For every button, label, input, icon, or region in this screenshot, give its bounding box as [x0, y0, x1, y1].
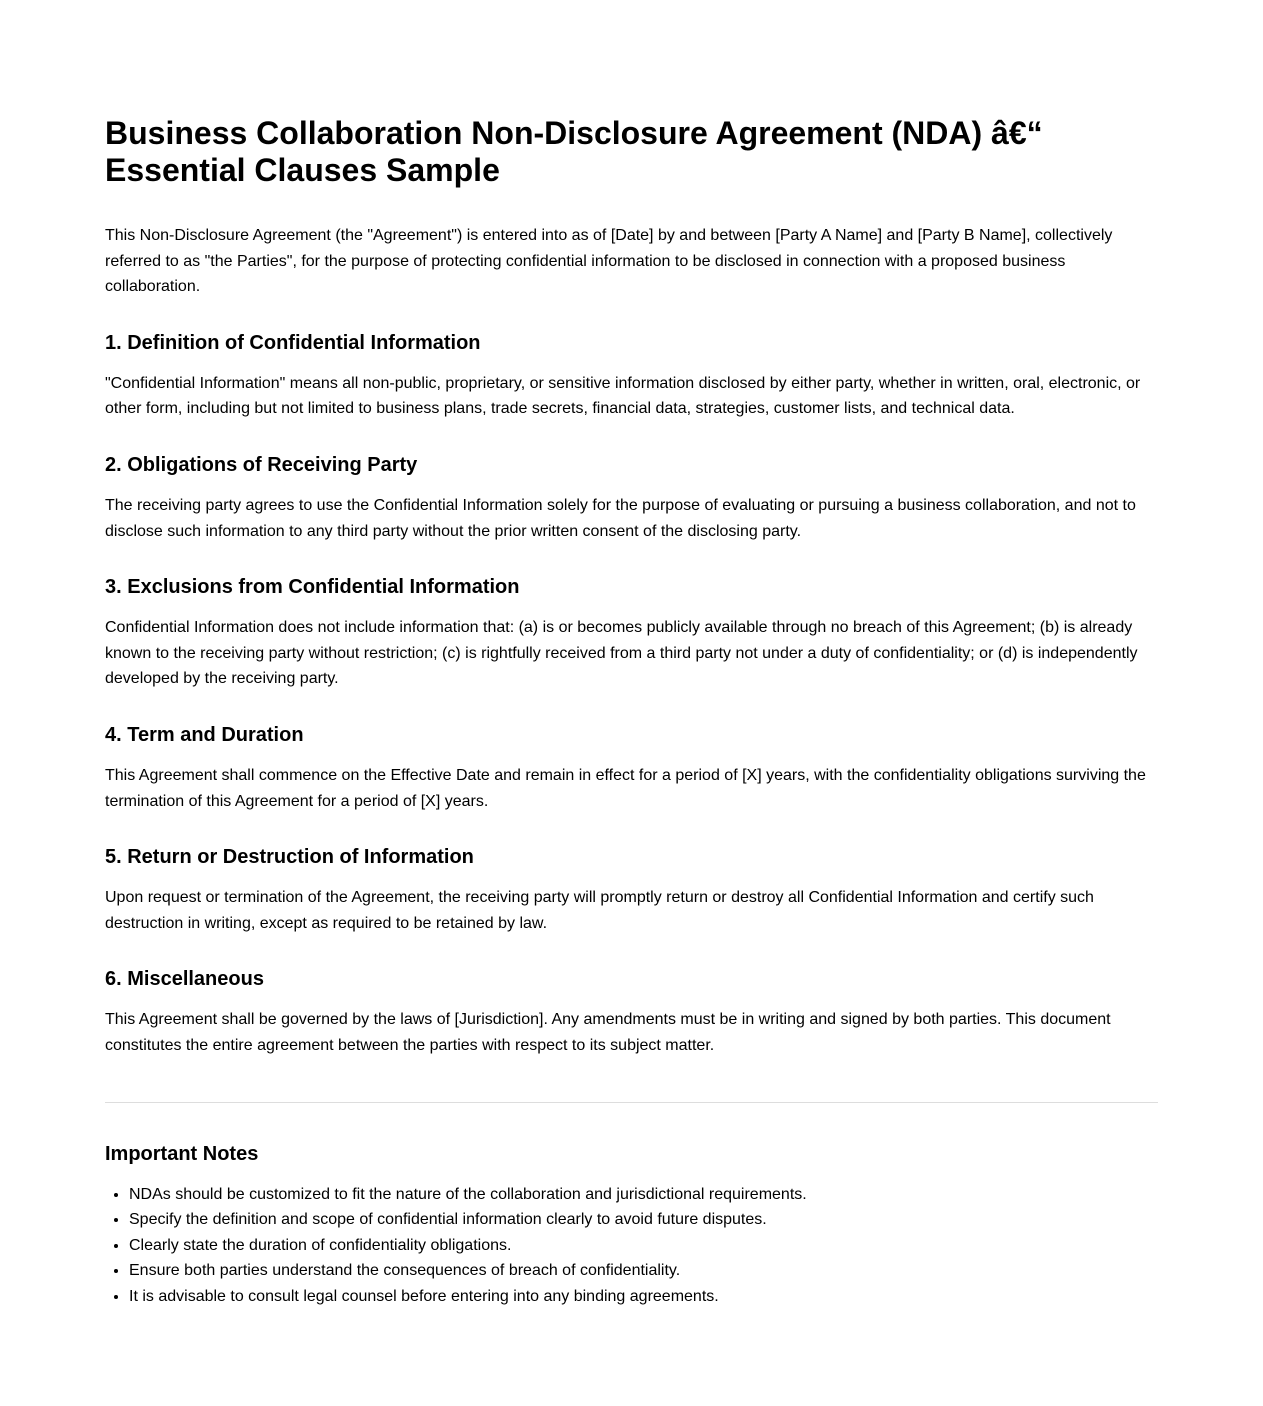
section-obligations [105, 453, 1158, 544]
notes-title: Important Notes [105, 1142, 259, 1165]
section-heading: 2. Obligations of Receiving Party [105, 453, 418, 476]
list-item: • Clearly state the duration of confidentiality obligations. [129, 1233, 1158, 1259]
section-body: This Agreement shall commence on the Effective Date and remain in effect for a period of [X] years, with the confidentiality obligations surviving the termination of this Agreement for a period of [X] years. [105, 766, 1146, 810]
section-divider [105, 1102, 1158, 1103]
section-body: Confidential Information does not include information that: (a) is or becomes publicly available through no breach of this Agreement; (b) is already known to the receiving party without restriction; (c) is rightfully received from a third party not under a duty of confidentiality; or (d) is independently developed by the receiving party. [105, 619, 1138, 688]
document-title: Business Collaboration Non-Disclosure Agreement (NDA) â€“ Essential Clauses Sample [105, 115, 1043, 188]
section-body: Upon request or termination of the Agreement, the receiving party will promptly return or destroy all Confidential Information and certify such destruction in writing, except as required to be retained by law. [105, 889, 1094, 932]
list-item: • NDAs should be customized to fit the nature of the collaboration and jurisdictional requirements. [129, 1182, 1158, 1208]
section-heading: 6. Miscellaneous [105, 968, 264, 991]
section-heading: 1. Definition of Confidential Information [105, 331, 481, 354]
document-page [105, 0, 1158, 1309]
section-term [105, 723, 1158, 814]
intro-paragraph: This Non-Disclosure Agreement (the "Agreement") is entered into as of [Date] by and between [Party A Name] and [Party B Name], collectively referred to as "the Parties", for the purpose of protecting confidential information to be disclosed in connection with a proposed business collaboration. [105, 227, 1113, 296]
list-item: • Ensure both parties understand the consequences of breach of confidentiality. [129, 1258, 1158, 1284]
section-definition [105, 331, 1158, 422]
important-notes [105, 1142, 1158, 1310]
section-body: This Agreement shall be governed by the laws of [Jurisdiction]. Any amendments must be in writing and signed by both parties. This document constitutes the entire agreement between the parties with respect to its subject matter. [105, 1011, 1111, 1054]
section-heading: 3. Exclusions from Confidential Information [105, 576, 520, 599]
notes-list [105, 1182, 1158, 1310]
section-miscellaneous [105, 967, 1158, 1058]
list-item: • It is advisable to consult legal counsel before entering into any binding agreements. [129, 1284, 1158, 1310]
section-return [105, 845, 1158, 936]
section-body: The receiving party agrees to use the Confidential Information solely for the purpose of evaluating or pursuing a business collaboration, and not to disclose such information to any third party without the prior written consent of the disclosing party. [105, 496, 1136, 540]
list-item: • Specify the definition and scope of confidential information clearly to avoid future disputes. [129, 1207, 1158, 1233]
section-heading: 5. Return or Destruction of Information [105, 846, 474, 869]
section-exclusions [105, 575, 1158, 692]
section-body: "Confidential Information" means all non-public, proprietary, or sensitive information disclosed by either party, whether in written, oral, electronic, or other form, including but not limited to business plans, trade secrets, financial data, strategies, customer lists, and technical data. [105, 374, 1141, 418]
section-heading: 4. Term and Duration [105, 723, 304, 746]
